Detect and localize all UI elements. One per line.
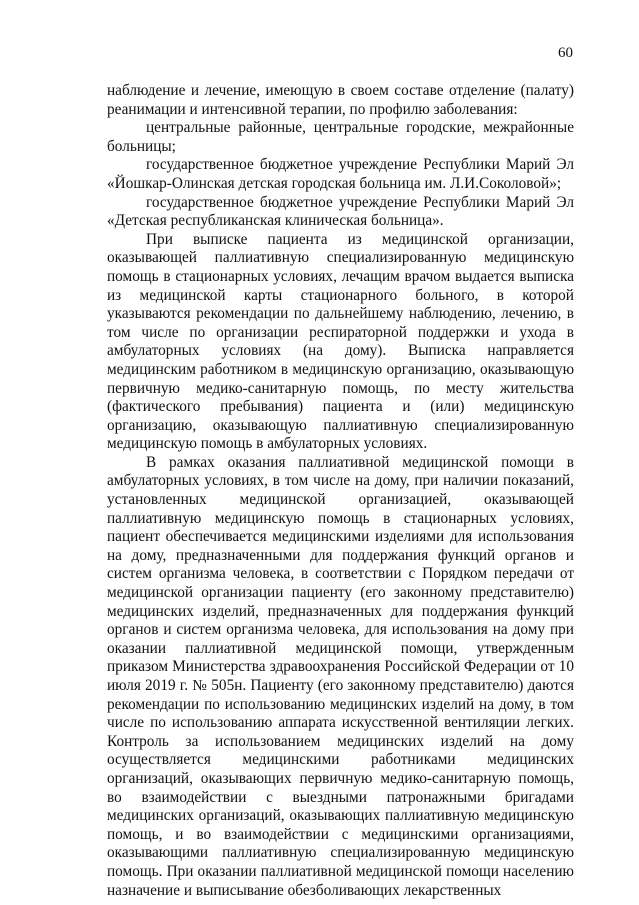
paragraph-continuation: наблюдение и лечение, имеющую в своем составе отделение (палату) реанимации и интенсивной терапии, по профилю заболевания: xyxy=(107,82,574,118)
page-number: 60 xyxy=(558,45,573,61)
paragraph-outpatient-care: В рамках оказания паллиативной медицинской помощи в амбулаторных условиях, в том числе на дому, при наличии показаний, установленных медицинской организацией, оказывающей паллиативную медицинскую помощь в стационарных условиях, пациент обеспечивается медицинскими изделиями для использования на дому, предназначенными для поддержания функций органов и систем организма человека, в соответствии с Порядком передачи от медицинской организации пациенту (его законному представителю) медицинских изделий, предназначенных для поддержания функций органов и систем организма человека, для использования на дому при оказании паллиативной медицинской помощи, утвержденным приказом Министерства здравоохранения Российской Федерации от 10 июля 2019 г. № 505н. Пациенту (его законному представителю) даются рекомендации по использованию медицинских изделий на дому, в том числе по использованию аппарата искусственной вентиляции легких. Контроль за использованием медицинских изделий на дому осуществляется медицинскими работниками медицинских организаций, оказывающих первичную медико-санитарную помощь, во взаимодействии с выездными патронажными бригадами медицинских организаций, оказывающих паллиативную медицинскую помощь, и во взаимодействии с медицинскими организациями, оказывающими паллиативную специализированную медицинскую помощь. При оказании паллиативной медицинской помощи населению назначение и выписывание обезболивающих лекарственных xyxy=(107,453,574,899)
paragraph-republican-hospital: государственное бюджетное учреждение Республики Марий Эл «Детская республиканская клиническая больница». xyxy=(107,193,574,230)
body-text xyxy=(107,82,574,900)
paragraph-discharge: При выписке пациента из медицинской организации, оказывающей паллиативную специализированную медицинскую помощь в стационарных условиях, лечащим врачом выдается выписка из медицинской карты стационарного больного, в которой указываются рекомендации по дальнейшему наблюдению, лечению, в том числе по организации респираторной поддержки и ухода в амбулаторных условиях (на дому). Выписка направляется медицинским работником в медицинскую организацию, оказывающую первичную медико-санитарную помощь, по месту жительства (фактического пребывания) пациента и (или) медицинскую организацию, оказывающую паллиативную специализированную медицинскую помощь в амбулаторных условиях. xyxy=(107,230,574,453)
paragraph-hospitals-list: центральные районные, центральные городские, межрайонные больницы; xyxy=(107,119,574,155)
paragraph-yoshkar-ola-hospital: государственное бюджетное учреждение Республики Марий Эл «Йошкар-Олинская детская городская больница им. Л.И.Соколовой»; xyxy=(107,156,574,192)
